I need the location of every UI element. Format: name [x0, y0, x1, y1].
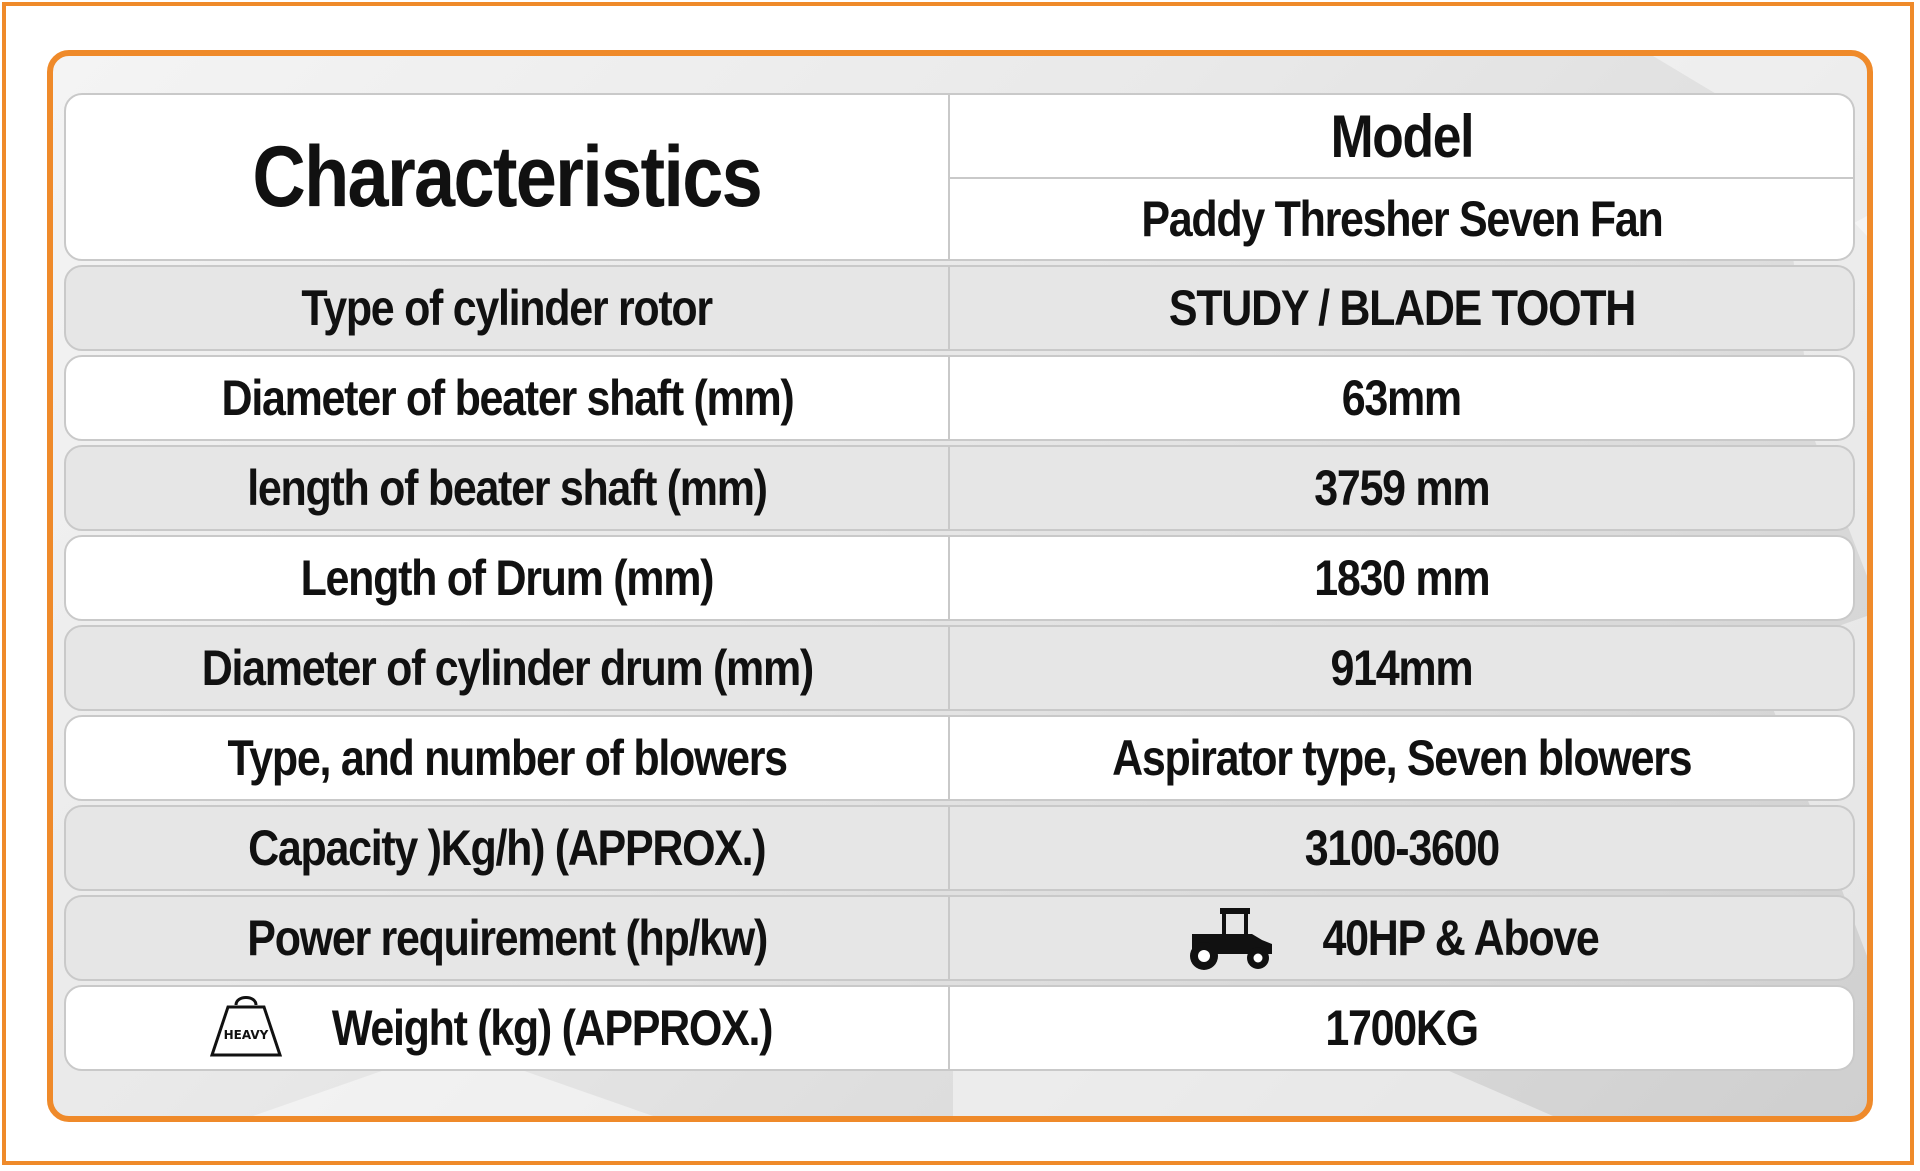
- row-value-cell: [950, 715, 1855, 801]
- row-value: 40HP & Above: [1322, 910, 1599, 966]
- table-row: [64, 265, 1855, 351]
- row-value-cell: [950, 805, 1855, 891]
- row-value: 63mm: [1341, 370, 1462, 426]
- row-value: 1830 mm: [1313, 550, 1490, 606]
- model-title: Model: [1330, 102, 1473, 170]
- row-label: Type of cylinder rotor: [301, 280, 713, 336]
- row-value: STUDY / BLADE TOOTH: [1168, 280, 1635, 336]
- row-label-cell: [64, 805, 950, 891]
- row-label: Diameter of cylinder drum (mm): [201, 640, 813, 696]
- model-name: Paddy Thresher Seven Fan: [1140, 191, 1663, 247]
- table-header-row: [64, 93, 1855, 261]
- row-label-cell: [64, 265, 950, 351]
- table-row: [64, 535, 1855, 621]
- row-value: 3759 mm: [1313, 460, 1490, 516]
- row-label-cell: [64, 355, 950, 441]
- row-label-cell: [64, 535, 950, 621]
- row-label: length of beater shaft (mm): [247, 460, 767, 516]
- row-value-cell: [950, 535, 1855, 621]
- heavy-weight-icon: [206, 993, 286, 1063]
- row-value-cell: [950, 985, 1855, 1071]
- tractor-icon: [1182, 904, 1278, 972]
- table-row: [64, 625, 1855, 711]
- model-title-cell: [950, 95, 1853, 179]
- row-label: Power requirement (hp/kw): [247, 910, 767, 966]
- row-value-cell: [950, 265, 1855, 351]
- row-label-cell: [64, 715, 950, 801]
- row-value: 1700KG: [1325, 1000, 1478, 1056]
- model-header: [950, 93, 1855, 261]
- row-value: 3100-3600: [1304, 820, 1499, 876]
- characteristics-header: [64, 93, 950, 261]
- row-label: Capacity )Kg/h) (APPROX.): [248, 820, 766, 876]
- row-label-cell: [64, 445, 950, 531]
- table-row: [64, 445, 1855, 531]
- row-value-cell: [950, 355, 1855, 441]
- row-value: Aspirator type, Seven blowers: [1111, 730, 1692, 786]
- row-label: Diameter of beater shaft (mm): [221, 370, 793, 426]
- model-name-cell: [950, 179, 1853, 259]
- heavy-weight-icon-label: HEAVY: [223, 1028, 269, 1042]
- row-label: Weight (kg) (APPROX.): [331, 1000, 773, 1056]
- table-row: [64, 715, 1855, 801]
- row-value-cell: [950, 895, 1855, 981]
- row-label-cell: [64, 895, 950, 981]
- row-value-cell: [950, 445, 1855, 531]
- table-row: [64, 805, 1855, 891]
- table-row: [64, 355, 1855, 441]
- row-label-cell: [64, 625, 950, 711]
- table-row: [64, 985, 1855, 1071]
- table-row: [64, 895, 1855, 981]
- row-label: Type, and number of blowers: [227, 730, 787, 786]
- row-value-cell: [950, 625, 1855, 711]
- row-label: Length of Drum (mm): [300, 550, 714, 606]
- row-value: 914mm: [1330, 640, 1473, 696]
- row-label-cell: [64, 985, 950, 1071]
- characteristics-header-text: Characteristics: [252, 128, 762, 225]
